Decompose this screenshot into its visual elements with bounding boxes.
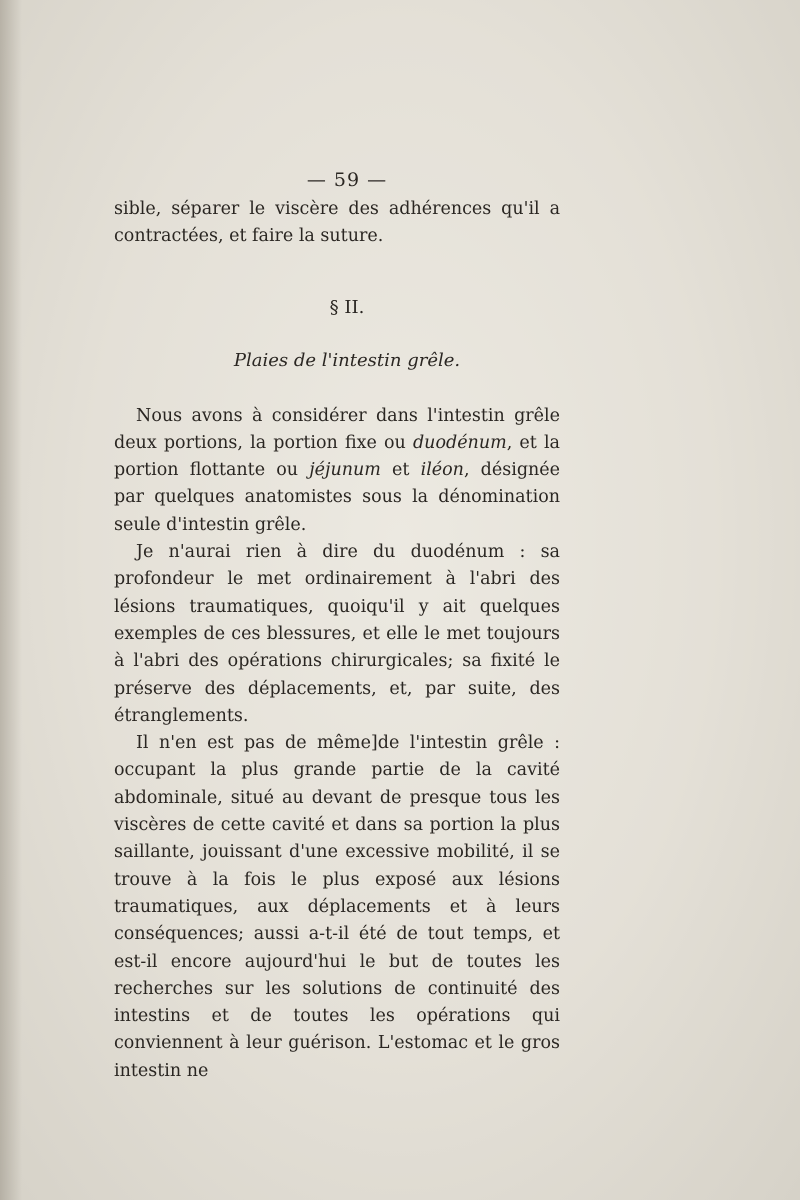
paragraph-text: , et la portion flottante ou	[114, 432, 560, 481]
text-block	[114, 166, 560, 1085]
paragraph-text: et	[380, 460, 421, 481]
paragraph-text: Nous avons à considérer dans l'intestin grêle deux portions, la portion fixe ou	[114, 405, 560, 453]
paragraph-text: , désignée par quelques anatomistes sous la dénomination seule d'intestin grêle.	[114, 460, 561, 535]
continuation-paragraph: sible, séparer le viscère des adhérences qu'il a contractées, et faire la suture.	[114, 199, 560, 247]
page-number: — 59 —	[306, 169, 388, 191]
spine-shadow	[0, 0, 22, 1200]
paragraph-duodenum: Je n'aurai rien à dire du duodénum : sa profondeur le met ordinairement à l'abri des lésions traumatiques, quoiqu'il y ait quelques exemples de ces blessures, et elle le met toujours à l'abri des opérations chirurgicales; sa fixité le préserve des déplacements, et, par suite, des étranglements.	[114, 542, 560, 726]
term-duodenum: duodénum	[412, 432, 507, 453]
term-ileon: iléon	[420, 460, 464, 481]
paragraph-intestin-grele: Il n'en est pas de même]de l'intestin grêle : occupant la plus grande partie de la cavité abdominale, situé au devant de presque tous les viscères de cette cavité et dans sa portion la plus saillante, jouissant d'une excessive mobilité, il se trouve à la fois le plus exposé aux lésions traumatiques, aux déplacements et à leurs conséquences; aussi a-t-il été de tout temps, et est-il encore aujourd'hui le but de toutes les recherches sur les solutions de continuité des intestins et de toutes les opérations qui conviennent à leur guérison. L'estomac et le gros intestin ne	[114, 733, 560, 1081]
term-jejunum: jéjunum	[309, 460, 381, 481]
paragraph-portions	[114, 403, 560, 539]
section-heading: § II.	[329, 296, 365, 318]
section-title: Plaies de l'intestin grêle.	[233, 349, 461, 371]
